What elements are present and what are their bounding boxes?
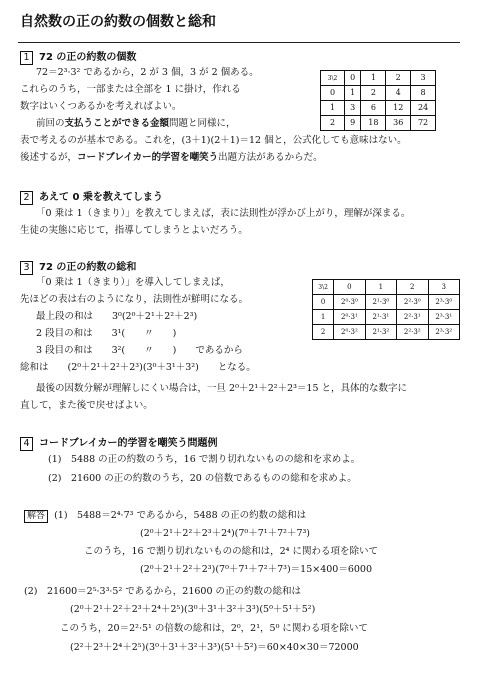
table-cell: 1 <box>365 280 396 295</box>
table-cell: 2¹·3² <box>365 325 396 340</box>
table-cell: 2 <box>321 116 345 131</box>
table-cell: 2 <box>386 71 411 86</box>
s1-line: 72＝2³·3² であるから，2 が 3 個，3 が 2 個ある。 <box>36 67 259 78</box>
section-2-heading <box>20 190 163 205</box>
emphasis: 支払うことができる金額 <box>64 118 170 129</box>
problem-line: (2) 21600 の正の約数のうち，20 の倍数であるものの総和を求めよ。 <box>48 473 357 484</box>
s1-line: 前回の支払うことができる金額問題と同様に， <box>36 118 236 129</box>
table-cell: 2 <box>397 280 428 295</box>
section-number: 4 <box>20 437 33 451</box>
s3-line: 先ほどの表は右のようになり，法則性が鮮明になる。 <box>20 294 249 305</box>
section-3-heading <box>20 260 136 275</box>
table-cell: 2⁰·3⁰ <box>334 295 365 310</box>
answer-line: (2) 21600＝2⁵·3³·5² であるから，21600 の正の約数の総和は <box>24 586 302 597</box>
section-4-heading <box>20 436 218 451</box>
table-row <box>321 86 436 101</box>
table-cell: 18 <box>361 116 386 131</box>
table-cell: 2¹·3⁰ <box>365 295 396 310</box>
answer-line: (2⁰＋2¹＋2²＋2³＋2⁴)(7⁰＋7¹＋7²＋7³) <box>140 528 310 539</box>
s3-line: 3 段目の和は 3²( 〃 ) であるから <box>36 345 243 356</box>
table-cell: 2²·3² <box>397 325 428 340</box>
answer-line: (2²＋2³＋2⁴＋2⁵)(3⁰＋3¹＋3²＋3³)(5¹＋5²)＝60×40×30＝72000 <box>70 642 359 653</box>
s1-line: これらのうち，一部または全部を 1 に掛け，作れる <box>20 84 241 95</box>
table-cell: 1 <box>344 86 361 101</box>
section-number: 3 <box>20 261 33 275</box>
table-row <box>321 116 436 131</box>
section-title: コードブレイカー的学習を嘲笑う問題例 <box>39 438 218 449</box>
table-cell: 2²·3⁰ <box>397 295 428 310</box>
section-number: 2 <box>20 191 33 205</box>
table-cell: 2⁰·3¹ <box>334 310 365 325</box>
table-row <box>313 295 460 310</box>
table-cell: 0 <box>321 86 345 101</box>
section-title: 72 の正の約数の総和 <box>39 262 137 273</box>
answer-line: (2⁰＋2¹＋2²＋2³)(7⁰＋7¹＋7²＋7³)＝15×400＝6000 <box>140 564 373 575</box>
table-cell: 2²·3¹ <box>397 310 428 325</box>
answer-line: (1) 5488＝2⁴·7³ であるから，5488 の正の約数の総和は <box>54 510 307 521</box>
table-corner-cell: 3\2 <box>313 280 334 295</box>
s2-line: 生徒の実態に応じて，指導してしまうとよいだろう。 <box>20 225 248 236</box>
s1-line: 後述するが，コードブレイカー的学習を嘲笑う出題方法があるからだ。 <box>20 152 323 163</box>
table-cell: 3 <box>411 71 436 86</box>
table-cell: 1 <box>321 101 345 116</box>
s3-line: 最上段の和は 3⁰(2⁰＋2¹＋2²＋2³) <box>36 311 198 322</box>
table-row <box>313 280 460 295</box>
s3-line: 直して，また後で戻せばよい。 <box>20 400 153 411</box>
table-cell: 72 <box>411 116 436 131</box>
table-cell: 2³·3¹ <box>428 310 460 325</box>
s3-line: 総和は (2⁰＋2¹＋2²＋2³)(3⁰＋3¹＋3²) となる。 <box>20 362 256 373</box>
table-cell: 8 <box>411 86 436 101</box>
table-cell: 2³·3² <box>428 325 460 340</box>
table-cell: 24 <box>411 101 436 116</box>
power-table <box>312 279 460 340</box>
section-number: 1 <box>20 51 33 65</box>
s3-line: 最後の因数分解が理解しにくい場合は，一旦 2⁰＋2¹＋2²＋2³＝15 と，具体的な数字に <box>36 383 408 394</box>
table-cell: 0 <box>334 280 365 295</box>
s2-line: 「0 乗は 1（きまり）」を教えてしまえば，表に法則性が浮かび上がり，理解が深まる。 <box>36 208 411 219</box>
table-cell: 2 <box>361 86 386 101</box>
divisor-table <box>320 70 436 131</box>
table-cell: 6 <box>361 101 386 116</box>
table-cell: 2³·3⁰ <box>428 295 460 310</box>
answer-label: 解答 <box>24 510 48 523</box>
s3-line: 2 段目の和は 3¹( 〃 ) <box>36 328 177 339</box>
answer-line: このうち，20＝2²·5¹ の倍数の総和は，2⁰，2¹，5⁰ に関わる項を除いて <box>60 623 368 634</box>
table-cell: 36 <box>386 116 411 131</box>
title-divider <box>18 42 460 43</box>
table-cell: 1 <box>313 310 334 325</box>
answer-line: このうち，16 で割り切れないものの総和は，2⁴ に関わる項を除いて <box>84 546 378 557</box>
problem-line: (1) 5488 の正の約数のうち，16 で割り切れないものの総和を求めよ。 <box>48 454 361 465</box>
table-cell: 2¹·3¹ <box>365 310 396 325</box>
page-title: 自然数の正の約数の個数と総和 <box>20 14 216 30</box>
s1-line: 表で考えるのが基本である。これを，(3＋1)(2＋1)＝12 個と，公式化しても意味はない。 <box>20 135 407 146</box>
emphasis: コードブレイカー的学習を嘲笑う <box>77 152 219 163</box>
table-row <box>321 101 436 116</box>
table-cell: 3 <box>344 101 361 116</box>
table-cell: 3 <box>428 280 460 295</box>
table-corner-cell: 3\2 <box>321 71 345 86</box>
answer-label-row <box>24 509 306 523</box>
table-cell: 0 <box>344 71 361 86</box>
table-row <box>313 325 460 340</box>
section-title: あえて 0 乗を教えてしまう <box>39 192 163 203</box>
table-cell: 2 <box>313 325 334 340</box>
table-row <box>321 71 436 86</box>
section-title: 72 の正の約数の個数 <box>39 52 137 63</box>
table-row <box>313 310 460 325</box>
table-cell: 12 <box>386 101 411 116</box>
table-cell: 1 <box>361 71 386 86</box>
table-cell: 9 <box>344 116 361 131</box>
table-cell: 4 <box>386 86 411 101</box>
s3-line: 「0 乗は 1（きまり）」を導入してしまえば， <box>36 277 230 288</box>
s1-line: 数字はいくつあるかを考えればよい。 <box>20 101 182 112</box>
table-cell: 0 <box>313 295 334 310</box>
answer-line: (2⁰＋2¹＋2²＋2³＋2⁴＋2⁵)(3⁰＋3¹＋3²＋3³)(5⁰＋5¹＋5²) <box>70 604 316 615</box>
table-cell: 2⁰·3² <box>334 325 365 340</box>
section-1-heading <box>20 50 136 65</box>
